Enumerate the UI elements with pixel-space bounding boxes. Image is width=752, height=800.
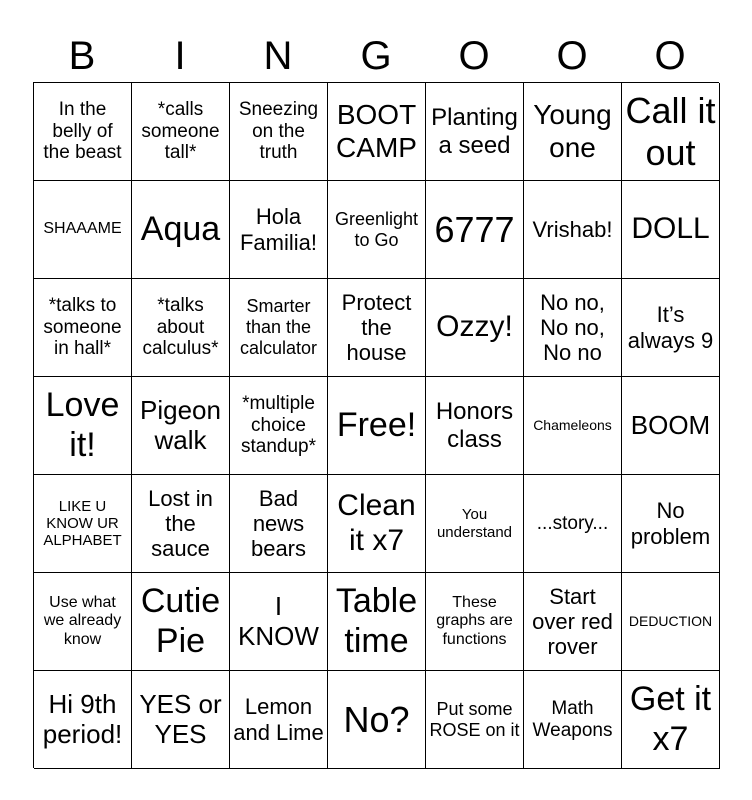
bingo-cell <box>622 671 720 769</box>
bingo-cell <box>34 279 132 377</box>
bingo-cell <box>230 83 328 181</box>
bingo-cell <box>328 279 426 377</box>
bingo-cell <box>524 573 622 671</box>
bingo-cell <box>622 181 720 279</box>
bingo-cell <box>132 475 230 573</box>
bingo-cell <box>426 377 524 475</box>
cell-text: I KNOW <box>238 590 319 651</box>
bingo-cell <box>524 671 622 769</box>
cell-text: Get it x7 <box>629 680 712 758</box>
bingo-cell <box>230 671 328 769</box>
bingo-cell <box>426 671 524 769</box>
header-letter: B <box>68 34 96 78</box>
cell-text: You understand <box>436 506 513 541</box>
bingo-cell <box>622 377 720 475</box>
cell-text: *talks to someone in hall* <box>43 294 122 360</box>
cell-text: Call it out <box>625 90 716 173</box>
bingo-cell <box>426 83 524 181</box>
bingo-cell <box>230 377 328 475</box>
bingo-cell <box>524 181 622 279</box>
bingo-cell <box>34 377 132 475</box>
bingo-cell <box>524 475 622 573</box>
bingo-cell <box>132 83 230 181</box>
bingo-cell <box>426 475 524 573</box>
header-letter: O <box>556 34 588 78</box>
cell-text: Ozzy! <box>436 310 513 344</box>
cell-text: These graphs are functions <box>436 593 513 648</box>
cell-text: Smarter than the calculator <box>239 296 318 358</box>
bingo-cell <box>328 573 426 671</box>
bingo-cell <box>622 279 720 377</box>
bingo-cell <box>230 279 328 377</box>
cell-text: DOLL <box>631 212 710 246</box>
cell-text: Protect the house <box>341 289 412 366</box>
cell-text: Math Weapons <box>532 697 613 741</box>
bingo-cell <box>524 83 622 181</box>
bingo-cell <box>132 181 230 279</box>
cell-text: Start over red rover <box>532 583 613 660</box>
bingo-cell <box>426 279 524 377</box>
bingo-cell <box>524 279 622 377</box>
cell-text: No? <box>343 698 410 740</box>
bingo-cell <box>328 475 426 573</box>
cell-text: ...story... <box>536 512 609 534</box>
cell-text: Put some ROSE on it <box>429 698 520 740</box>
bingo-cell <box>426 181 524 279</box>
bingo-cell <box>230 475 328 573</box>
cell-text: Young one <box>533 99 612 163</box>
header-letter: G <box>360 34 392 78</box>
cell-text: YES or YES <box>139 688 222 749</box>
cell-text: Lost in the sauce <box>148 485 213 562</box>
bingo-header <box>33 30 719 82</box>
cell-text: Love it! <box>45 386 120 464</box>
header-letter: O <box>458 34 490 78</box>
cell-text: Table time <box>335 582 418 660</box>
bingo-cell <box>426 573 524 671</box>
bingo-cell <box>132 573 230 671</box>
cell-text: Clean it x7 <box>337 489 416 557</box>
cell-text: Pigeon walk <box>140 394 221 455</box>
bingo-cell <box>622 573 720 671</box>
bingo-cell <box>328 181 426 279</box>
cell-text: No no, No no, No no <box>540 289 605 366</box>
bingo-cell <box>328 377 426 475</box>
cell-text: Hi 9th period! <box>42 688 123 749</box>
bingo-card-grid <box>33 82 719 768</box>
cell-text: Free! <box>336 405 417 444</box>
bingo-cell <box>524 377 622 475</box>
bingo-cell <box>230 181 328 279</box>
cell-text: Lemon and Lime <box>233 694 324 745</box>
cell-text: Use what we already know <box>43 593 122 648</box>
bingo-cell <box>34 573 132 671</box>
cell-text: SHAAAME <box>43 220 122 238</box>
bingo-cell <box>132 671 230 769</box>
bingo-cell <box>132 377 230 475</box>
bingo-cell <box>622 83 720 181</box>
bingo-cell <box>230 573 328 671</box>
cell-text: *multiple choice standup* <box>240 392 316 458</box>
cell-text: No problem <box>630 498 711 549</box>
cell-text: *talks about calculus* <box>142 294 219 360</box>
cell-text: Sneezing on the truth <box>238 98 319 164</box>
bingo-cell <box>622 475 720 573</box>
cell-text: *calls someone tall* <box>141 98 220 164</box>
cell-text: Honors class <box>435 397 514 453</box>
cell-text: Planting a seed <box>431 103 518 159</box>
bingo-cell <box>34 181 132 279</box>
cell-text: Vrishab! <box>532 216 613 242</box>
cell-text: It’s always 9 <box>627 302 714 353</box>
cell-text: BOOM <box>630 409 711 440</box>
cell-text: Chameleons <box>533 417 612 434</box>
bingo-cell <box>34 671 132 769</box>
bingo-cell <box>34 475 132 573</box>
header-letter: I <box>174 34 186 78</box>
cell-text: Greenlight to Go <box>334 208 419 250</box>
cell-text: Aqua <box>140 209 221 248</box>
bingo-cell <box>132 279 230 377</box>
bingo-cell <box>328 671 426 769</box>
cell-text: 6777 <box>434 208 515 250</box>
cell-text: BOOT CAMP <box>336 99 417 163</box>
cell-text: DEDUCTION <box>628 613 713 630</box>
cell-text: Hola Familia! <box>239 204 317 255</box>
bingo-cell <box>328 83 426 181</box>
cell-text: Cutie Pie <box>140 582 221 660</box>
header-letter: O <box>654 34 686 78</box>
header-letter: N <box>263 34 293 78</box>
cell-text: In the belly of the beast <box>43 98 122 164</box>
cell-text: LIKE U KNOW UR ALPHABET <box>43 497 122 550</box>
cell-text: Bad news bears <box>250 485 307 562</box>
bingo-cell <box>34 83 132 181</box>
